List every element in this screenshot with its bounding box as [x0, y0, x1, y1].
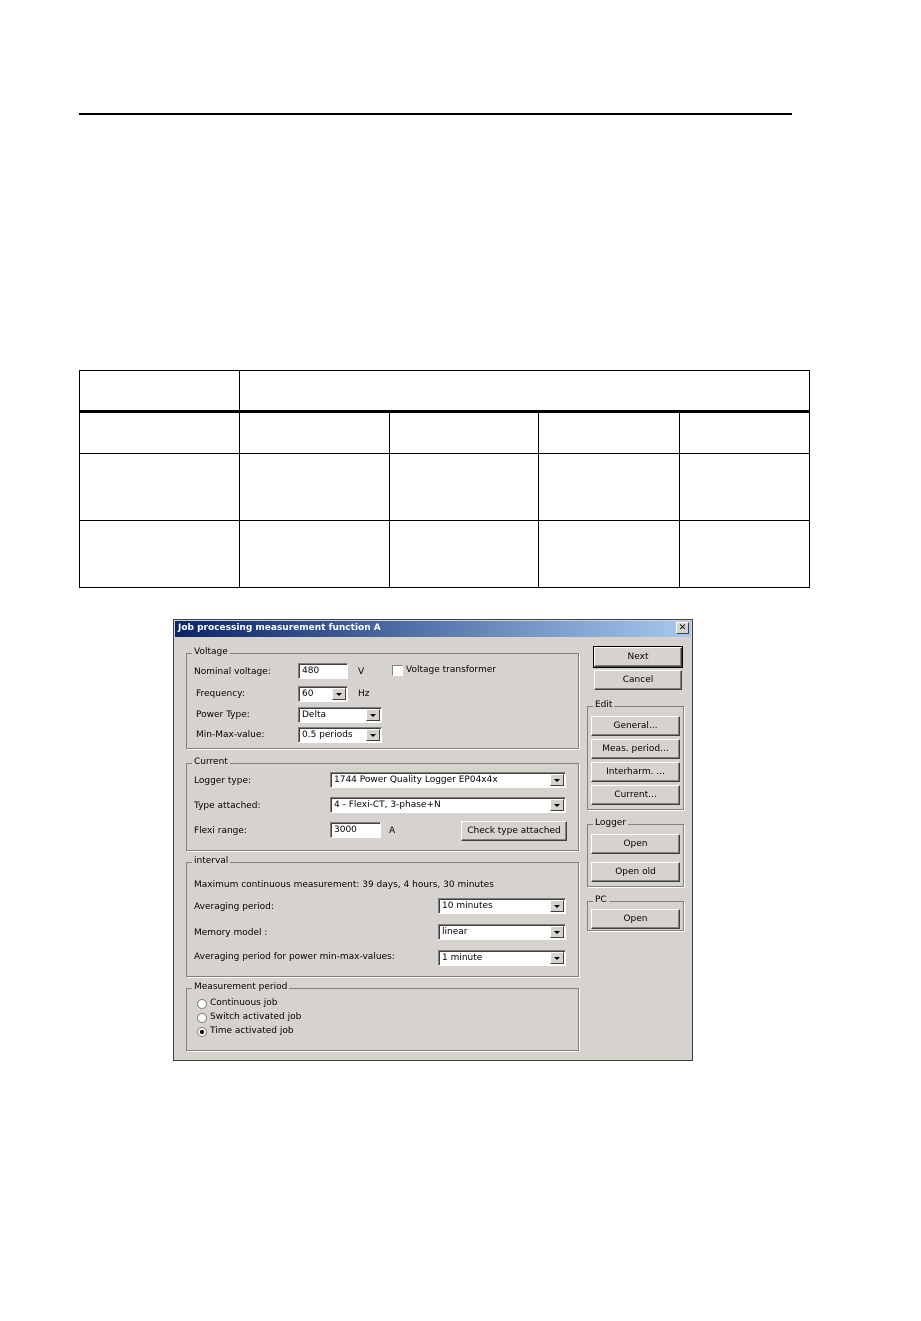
logger-type-select[interactable] [330, 772, 566, 788]
table-cell [80, 454, 240, 521]
chevron-down-icon[interactable] [366, 709, 380, 721]
power-averaging-label: Averaging period for power min-max-values: [194, 952, 395, 962]
cancel-button[interactable]: Cancel [594, 670, 682, 690]
power-averaging-value: 1 minute [442, 953, 483, 963]
table-cell [680, 454, 810, 521]
type-attached-select[interactable] [330, 797, 566, 813]
general-button[interactable]: General... [591, 716, 680, 736]
chevron-down-icon[interactable] [332, 688, 346, 700]
flexi-range-unit: A [389, 826, 396, 836]
logger-open-button[interactable]: Open [591, 834, 680, 854]
edit-group [587, 700, 684, 810]
table-cell [680, 521, 810, 588]
memory-model-label: Memory model : [194, 928, 268, 938]
chevron-down-icon[interactable] [550, 952, 564, 964]
flexi-range-input[interactable]: 3000 [330, 822, 381, 838]
nominal-voltage-unit: V [358, 667, 365, 677]
table-row [80, 521, 810, 588]
memory-model-value: linear [442, 927, 468, 937]
averaging-period-label: Averaging period: [194, 902, 274, 912]
flexi-range-label: Flexi range: [194, 826, 247, 836]
table-cell [240, 371, 810, 412]
dialog-titlebar [175, 621, 691, 637]
close-button[interactable] [676, 622, 689, 634]
chevron-down-icon[interactable] [550, 900, 564, 912]
dialog-title: Job processing measurement function A [178, 623, 381, 633]
memory-model-select[interactable] [438, 924, 566, 940]
pc-legend: PC [595, 895, 607, 905]
voltage-transformer-label: Voltage transformer [406, 665, 496, 675]
table-row [80, 454, 810, 521]
frequency-unit: Hz [358, 689, 370, 699]
meas-period-button[interactable]: Meas. period... [591, 739, 680, 759]
current-legend: Current [194, 757, 228, 767]
check-type-attached-button[interactable]: Check type attached [461, 821, 567, 841]
power-type-value: Delta [302, 710, 327, 720]
table-cell [80, 412, 240, 454]
table-cell [680, 412, 810, 454]
measurement-period-group [186, 982, 579, 1051]
continuous-job-radio[interactable] [197, 999, 207, 1009]
close-icon: ✕ [678, 623, 687, 633]
table-cell [390, 521, 539, 588]
table-cell [539, 412, 680, 454]
table-cell [240, 521, 390, 588]
table-cell [240, 454, 390, 521]
frequency-label: Frequency: [196, 689, 245, 699]
type-attached-value: 4 - Flexi-CT, 3-phase+N [334, 800, 441, 810]
voltage-transformer-checkbox[interactable] [392, 665, 403, 676]
power-averaging-select[interactable] [438, 950, 566, 966]
table-cell [390, 454, 539, 521]
continuous-job-label: Continuous job [210, 998, 278, 1008]
horizontal-rule [79, 113, 792, 115]
current-group [186, 757, 579, 851]
document-table [79, 370, 810, 588]
averaging-period-select[interactable] [438, 898, 566, 914]
table-cell [240, 412, 390, 454]
time-activated-job-label: Time activated job [210, 1026, 294, 1036]
job-processing-dialog [173, 619, 693, 1061]
switch-activated-job-label: Switch activated job [210, 1012, 302, 1022]
table-row [80, 371, 810, 412]
power-type-label: Power Type: [196, 710, 250, 720]
nominal-voltage-label: Nominal voltage: [194, 667, 271, 677]
next-button[interactable]: Next [594, 647, 682, 667]
switch-activated-job-radio[interactable] [197, 1013, 207, 1023]
interval-group [186, 856, 579, 977]
averaging-period-value: 10 minutes [442, 901, 493, 911]
frequency-select[interactable] [298, 686, 348, 702]
logger-type-value: 1744 Power Quality Logger EP04x4x [334, 775, 498, 785]
table-cell [539, 454, 680, 521]
chevron-down-icon[interactable] [366, 729, 380, 741]
pc-open-button[interactable]: Open [591, 909, 680, 929]
table-cell [80, 521, 240, 588]
frequency-value: 60 [302, 689, 314, 699]
table-cell [80, 371, 240, 412]
min-max-label: Min-Max-value: [196, 730, 265, 740]
interharm-button[interactable]: Interharm. ... [591, 762, 680, 782]
logger-legend: Logger [595, 818, 627, 828]
edit-legend: Edit [595, 700, 613, 710]
power-type-select[interactable] [298, 707, 382, 723]
table-cell [539, 521, 680, 588]
chevron-down-icon[interactable] [550, 926, 564, 938]
interval-legend: interval [194, 856, 229, 866]
max-continuous-text: Maximum continuous measurement: 39 days, 4 hours, 30 minutes [194, 880, 494, 890]
nominal-voltage-input[interactable]: 480 [298, 663, 348, 679]
chevron-down-icon[interactable] [550, 799, 564, 811]
time-activated-job-radio[interactable] [197, 1027, 207, 1037]
table-cell [390, 412, 539, 454]
measurement-period-legend: Measurement period [194, 982, 288, 992]
min-max-select[interactable] [298, 727, 382, 743]
voltage-group [186, 647, 579, 749]
logger-open-old-button[interactable]: Open old [591, 862, 680, 882]
pc-group [587, 895, 684, 931]
voltage-legend: Voltage [194, 647, 228, 657]
logger-type-label: Logger type: [194, 776, 252, 786]
logger-group [587, 818, 684, 887]
chevron-down-icon[interactable] [550, 774, 564, 786]
table-row [80, 412, 810, 454]
type-attached-label: Type attached: [194, 801, 261, 811]
current-button[interactable]: Current... [591, 785, 680, 805]
min-max-value: 0.5 periods [302, 730, 353, 740]
